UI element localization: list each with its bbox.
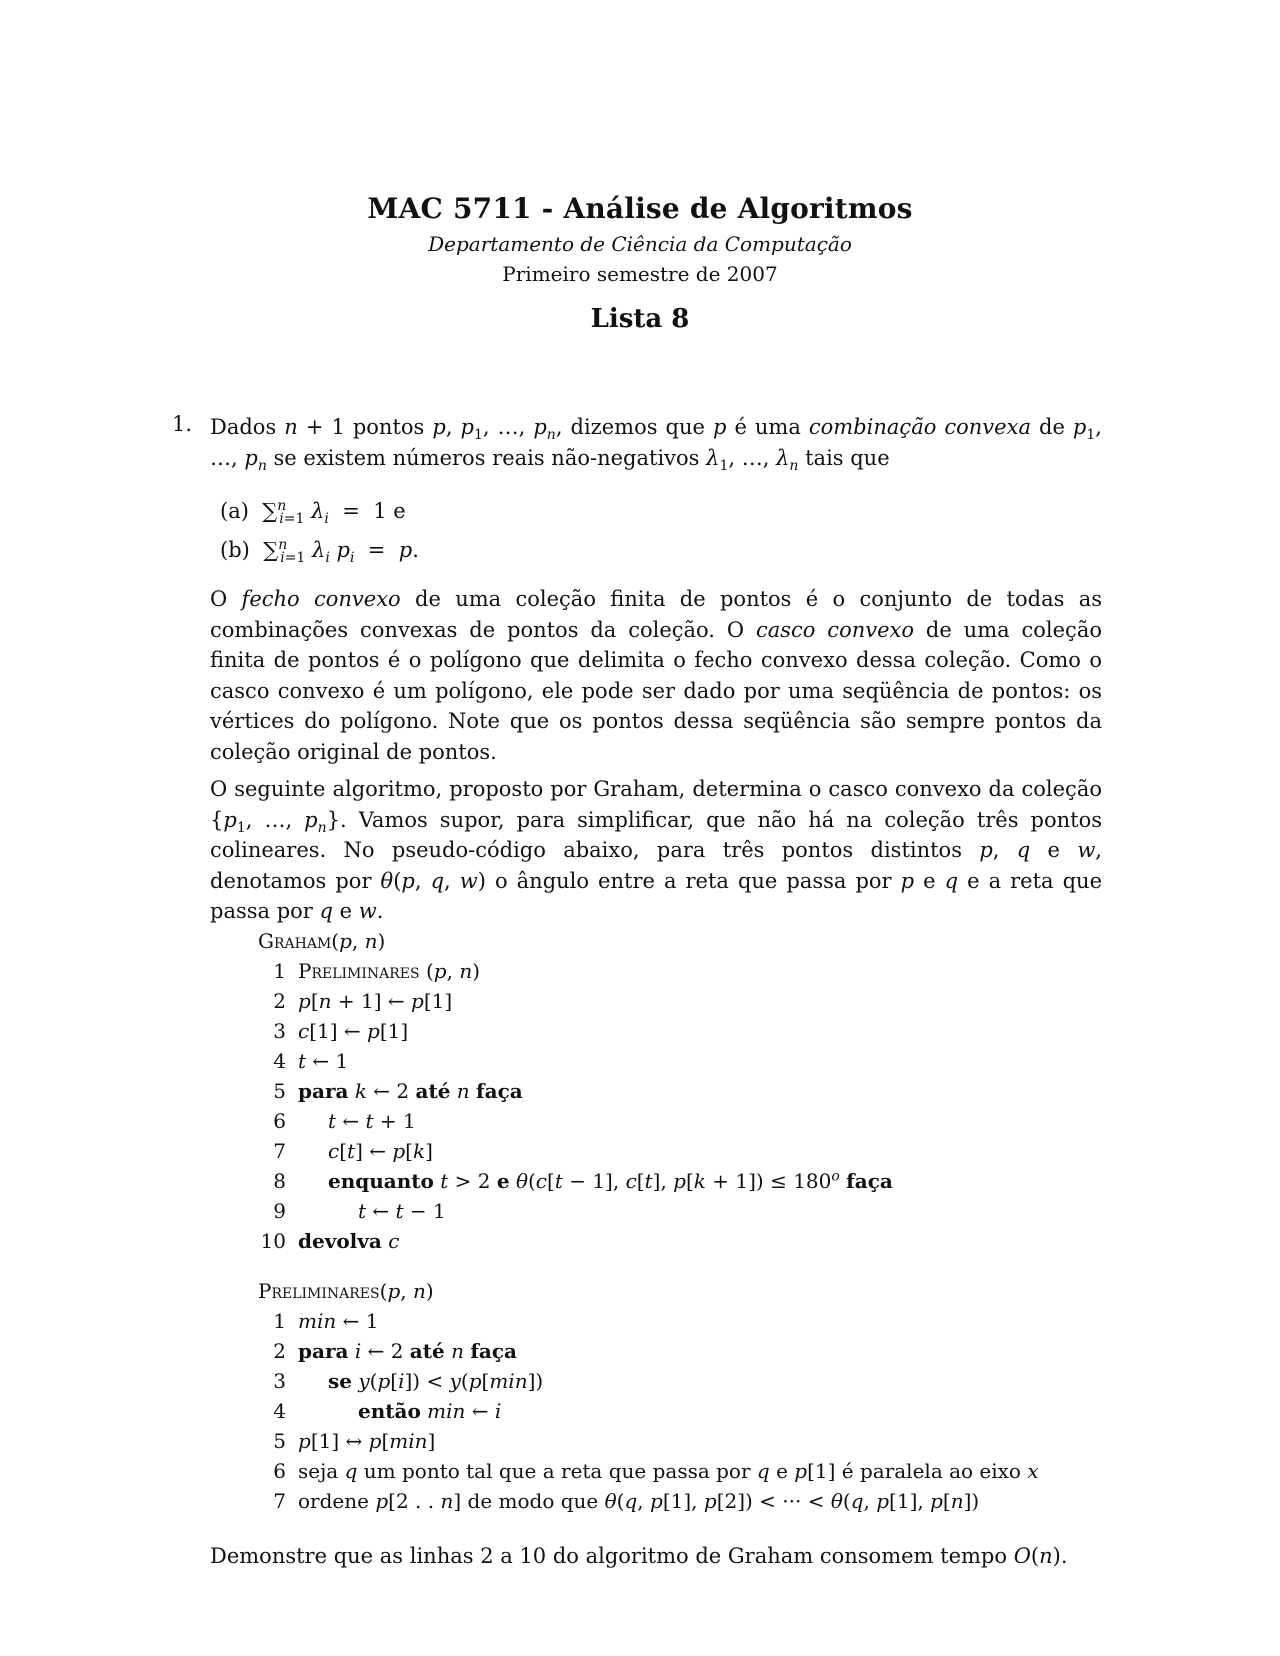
code-line: 9 t ← t − 1	[273, 1199, 446, 1223]
code-line: 7 c[t] ← p[k]	[273, 1139, 433, 1163]
exercise-intro: Dados n + 1 pontos p, $p_1$, …, $p_n$, dizemos que p é uma combinação convexa de $p_1$, …, $p_n$ se existem números reais não-negativos $\lambda_1$, …, $\lambda_n$ tais que	[210, 415, 1102, 474]
algorithm-header: Graham(p, n)	[258, 929, 386, 953]
paragraph-graham-intro: O seguinte algoritmo, proposto por Graham, determina o casco convexo da coleção {$p_1$, …, $p_n$}. Vamos supor, para simplificar, que não há na coleção três pontos colineares. No pseudo-código abaixo, para três pontos distintos p, q e w, denotamos por θ(p, q, w) o ângulo entre a reta que passa por p e q e a reta que passa por q e w.	[210, 777, 1102, 923]
exercise-number: 1.	[172, 412, 193, 436]
department-name: Departamento de Ciência da Computação	[428, 232, 852, 256]
code-line: 5 para k ← 2 até n faça	[273, 1079, 523, 1103]
document-title: MAC 5711 - Análise de Algoritmos	[367, 192, 913, 225]
preliminares-algorithm	[258, 1276, 1039, 1516]
paragraph-fecho-convexo: O fecho convexo de uma coleção finita de pontos é o conjunto de todas as combinações convexas de pontos da coleção. O casco convexo de uma coleção finita de pontos é o polígono que delimita o fecho convexo dessa coleção. Como o casco convexo é um polígono, ele pode ser dado por uma seqüência de pontos: os vértices do polígono. Note que os pontos dessa seqüência são sempre pontos da coleção original de pontos.	[210, 587, 1102, 764]
code-line: 2 p[n + 1] ← p[1]	[273, 989, 453, 1013]
condition-a: (a) ∑$^n_{i=1}$ $\lambda_i = 1$ e	[220, 498, 406, 528]
code-line: 3 se y(p[i]) < y(p[min])	[273, 1369, 544, 1393]
graham-algorithm	[258, 926, 893, 1256]
code-line: 3 c[1] ← p[1]	[273, 1019, 409, 1043]
code-line: 2 para i ← 2 até n faça	[273, 1339, 518, 1363]
term-fecho-convexo: fecho convexo	[241, 587, 401, 611]
code-line: 6 seja q um ponto tal que a reta que passa por q e p[1] é paralela ao eixo x	[273, 1459, 1039, 1483]
final-question: Demonstre que as linhas 2 a 10 do algoritmo de Graham consomem tempo O(n).	[210, 1544, 1068, 1568]
algorithm-header: Preliminares(p, n)	[258, 1279, 434, 1303]
code-line: 4 então min ← i	[273, 1399, 502, 1423]
code-line: 1 Preliminares (p, n)	[273, 959, 481, 983]
list-title: Lista 8	[590, 304, 690, 334]
code-line: 8 enquanto t > 2 e θ(c[t − 1], c[t], $p[k + 1]) \le 180^o$ faça	[273, 1168, 893, 1193]
condition-b: (b) ∑$^n_{i=1}$ $\lambda_i$ $p_i = p$.	[220, 537, 419, 567]
code-line: 1 min ← 1	[273, 1309, 379, 1333]
code-line: 5 p[1] ↔ p[min]	[273, 1429, 436, 1453]
term-combinacao-convexa: combinação convexa	[808, 415, 1031, 439]
code-line: 10 devolva c	[260, 1229, 400, 1253]
semester-label: Primeiro semestre de 2007	[502, 262, 778, 286]
term-casco-convexo: casco convexo	[755, 617, 915, 642]
conditions-list	[220, 492, 419, 570]
code-line: 7 ordene p[2 . . n] de modo que θ(q, p[1], p[2]) < ··· < θ(q, p[1], p[n])	[273, 1489, 980, 1513]
code-line: 6 t ← t + 1	[273, 1109, 416, 1133]
code-line: 4 t ← 1	[273, 1049, 349, 1073]
